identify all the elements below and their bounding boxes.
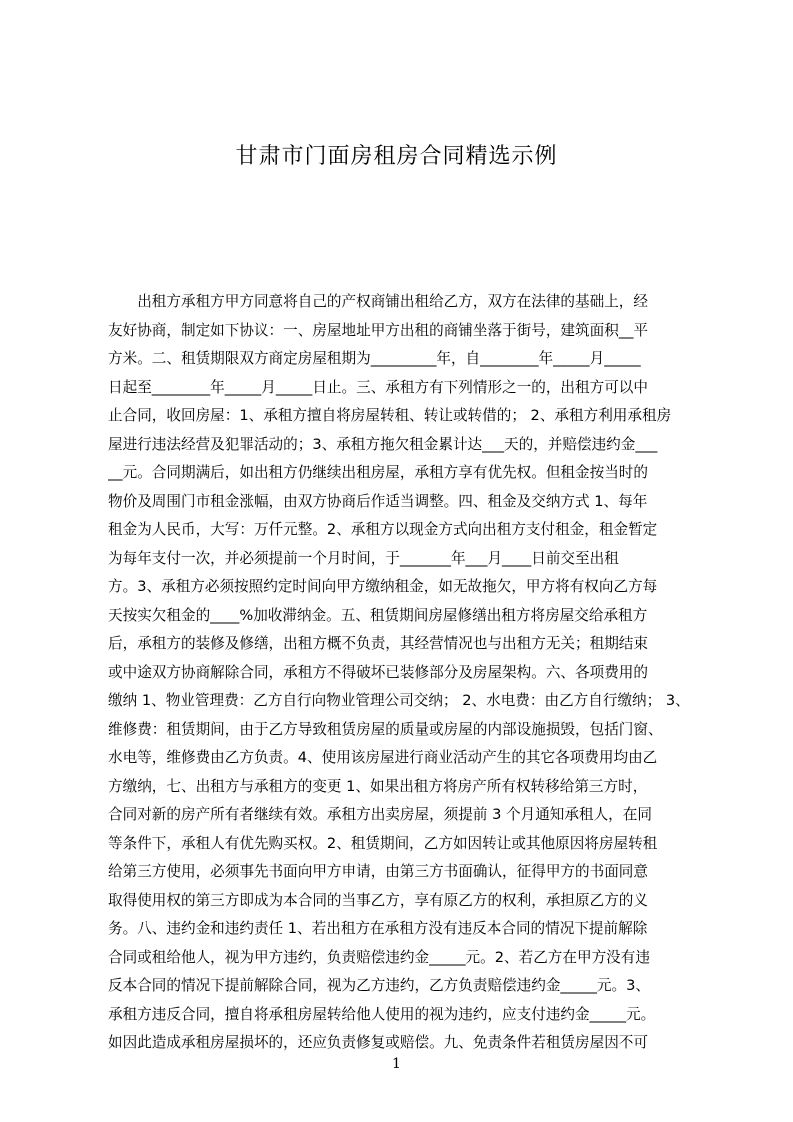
- text-line: 承租方违反合同，擅自将承租房屋转给他人使用的视为违约，应支付违约金_____元。: [108, 1005, 656, 1023]
- text-line: 或中途双方协商解除合同，承租方不得破坏已装修部分及房屋架构。六、各项费用的: [108, 663, 648, 681]
- text-line: 方。3、承租方必须按照约定时间向甲方缴纳租金，如无故拖欠，甲方将有权向乙方每: [108, 578, 658, 595]
- text-line: 租金为人民币，大写：万仟元整。2、承租方以现金方式向出租方支付租金，租金暂定: [108, 521, 658, 538]
- text-line: 缴纳 1、物业管理费：乙方自行向物业管理公司交纳； 2、水电费：由乙方自行缴纳； 3、: [108, 692, 690, 709]
- page-title: 甘肃市门面房租房合同精选示例: [235, 144, 558, 169]
- text-line: 日起至________年_____月_____日止。三、承租方有下列情形之一的，出租方可以中: [108, 378, 648, 396]
- text-line: 后，承租方的装修及修缮，出租方概不负责，其经营情况也与出租方无关；租期结束: [108, 635, 648, 652]
- text-line: 务。八、违约金和违约责任 1、若出租方在承租方没有违反本合同的情况下提前解除: [108, 920, 648, 937]
- text-line: 出租方承租方甲方同意将自己的产权商铺出租给乙方，双方在法律的基础上，经: [108, 293, 648, 310]
- text-line: 物价及周围门市租金涨幅，由双方协商后作适当调整。四、租金及交纳方式 1、每年: [108, 492, 648, 510]
- text-line: 天按实欠租金的____%加收滞纳金。五、租赁期间房屋修缮出租方将房屋交给承租方: [108, 606, 648, 624]
- text-line: __元。合同期满后，如出租方仍继续出租房屋，承租方享有优先权。但租金按当时的: [108, 464, 648, 481]
- text-line: 给第三方使用，必须事先书面向甲方申请，由第三方书面确认，征得甲方的书面同意: [108, 863, 648, 880]
- text-line: 水电等，维修费由乙方负责。4、使用该房屋进行商业活动产生的其它各项费用均由乙: [108, 749, 658, 766]
- text-line: 方缴纳，七、出租方与承租方的变更 1、如果出租方将房产所有权转移给第三方时，: [108, 777, 648, 795]
- text-line: 方米。二、租赁期限双方商定房屋租期为_________年，自________年_____月_____: [108, 350, 641, 367]
- text-line: 如因此造成承租房屋损坏的，还应负责修复或赔偿。九、免责条件若租赁房屋因不可: [108, 1034, 648, 1051]
- text-line: 维修费：租赁期间，由于乙方导致租赁房屋的质量或房屋的内部设施损毁，包括门窗、: [108, 720, 663, 738]
- text-line: 为每年支付一次，并必须提前一个月时间，于_______年___月____日前交至出租: [108, 549, 619, 567]
- text-line: 合同或租给他人，视为甲方违约，负责赔偿违约金_____元。2、若乙方在甲方没有违: [108, 948, 650, 966]
- text-line: 合同对新的房产所有者继续有效。承租方出卖房屋，须提前 3 个月通知承租人，在同: [108, 806, 652, 823]
- text-line: 友好协商，制定如下协议：一、房屋地址甲方出租的商铺坐落于街号，建筑面积__平: [108, 321, 648, 339]
- text-line: 反本合同的情况下提前解除合同，视为乙方违约，乙方负责赔偿违约金_____元。3、: [108, 977, 650, 994]
- contract-body: [108, 288, 698, 1058]
- text-line: 屋进行违法经营及犯罪活动的；3、承租方拖欠租金累计达___天的，并赔偿违约金___: [108, 435, 658, 453]
- page-number: 1: [392, 1056, 401, 1072]
- text-line: 等条件下，承租人有优先购买权。2、租赁期间，乙方如因转让或其他原因将房屋转租: [108, 834, 658, 852]
- text-line: 取得使用权的第三方即成为本合同的当事乙方，享有原乙方的权利，承担原乙方的义: [108, 891, 648, 909]
- text-line: 止合同，收回房屋：1、承租方擅自将房屋转租、转让或转借的； 2、承租方利用承租房: [108, 407, 672, 424]
